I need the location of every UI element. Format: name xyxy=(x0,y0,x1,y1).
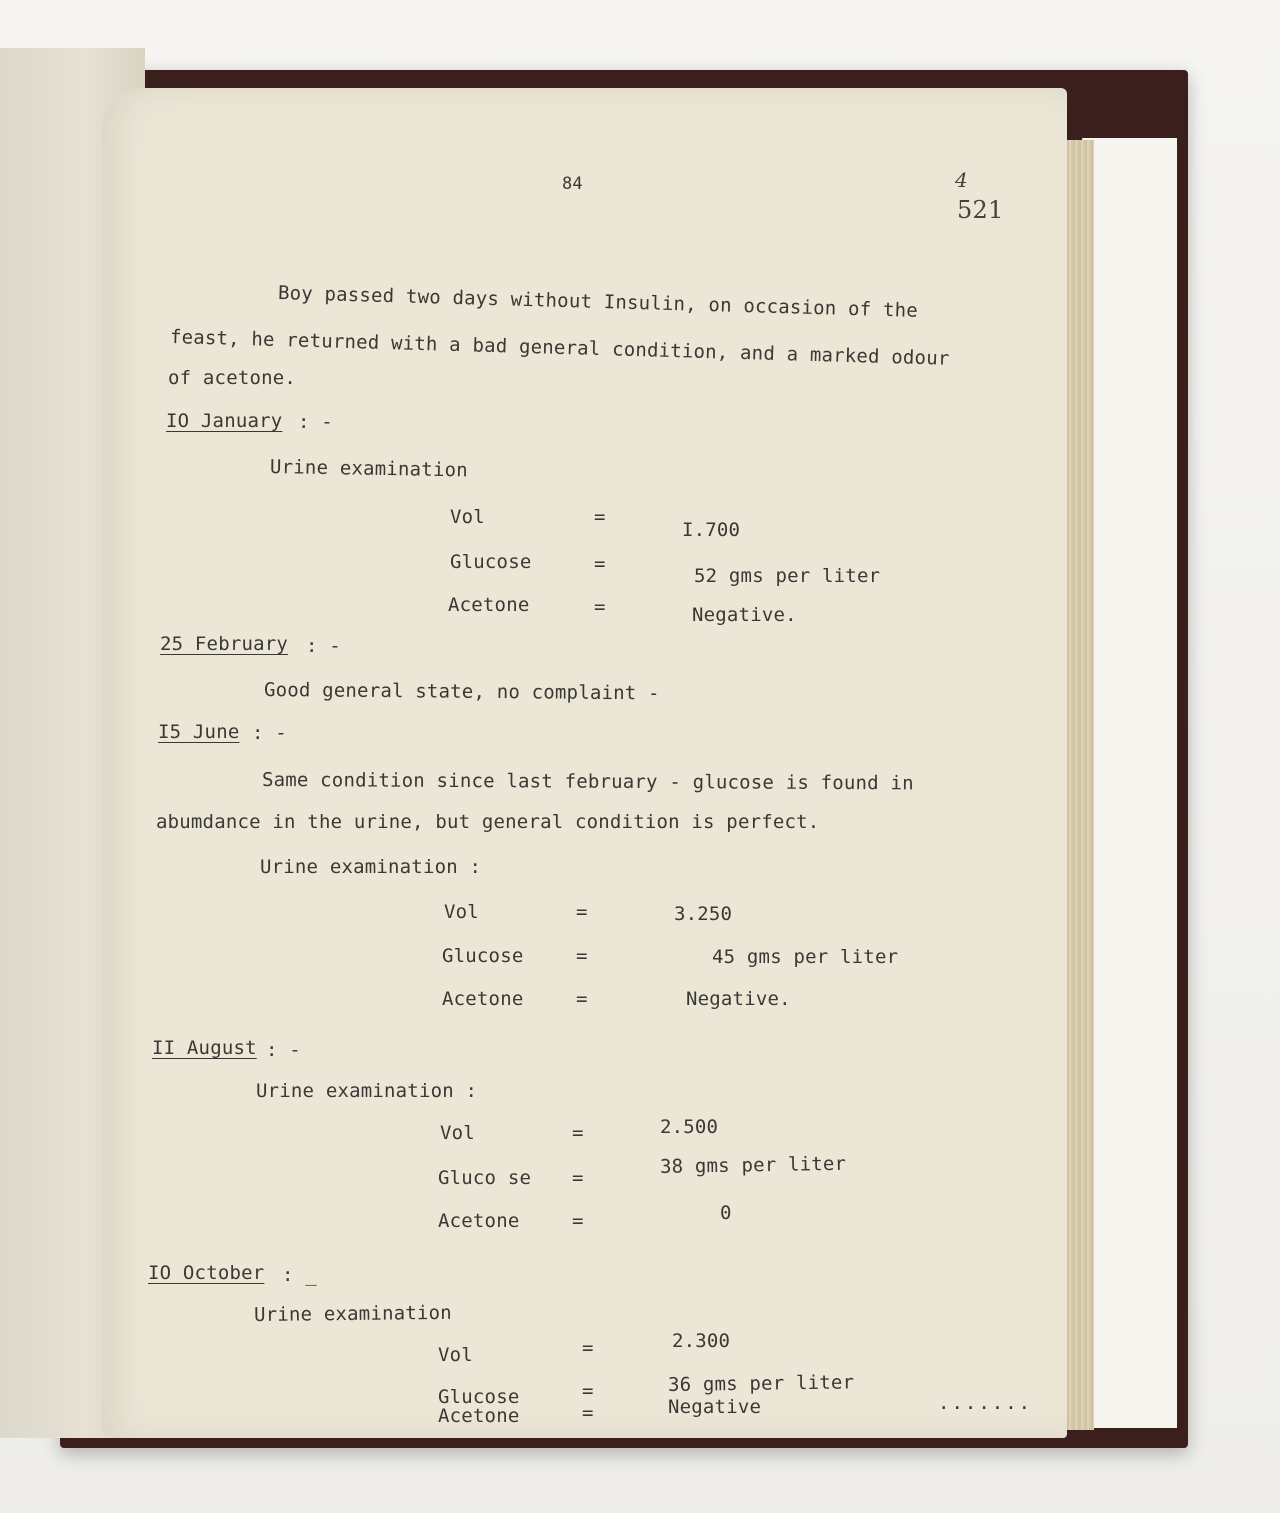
row-value: 36 gms per liter xyxy=(667,1371,855,1396)
row-value: 3.250 xyxy=(674,903,733,925)
document-page xyxy=(102,88,1067,1438)
intro-line-2: feast, he returned with a bad general condition, and a marked odour xyxy=(169,326,950,370)
row-equals: = xyxy=(582,1380,594,1402)
entry-heading-4: Urine examination : xyxy=(256,1080,478,1102)
row-label: Glucose xyxy=(438,1386,520,1408)
page-number: 84 xyxy=(562,174,583,194)
entry-sep-2: : - xyxy=(306,635,341,657)
row-equals: = xyxy=(572,1122,584,1144)
entry-heading-3: Urine examination : xyxy=(260,856,482,878)
row-equals: = xyxy=(572,1210,584,1232)
row-value: 52 gms per liter xyxy=(694,565,881,587)
row-label: Vol xyxy=(444,901,479,923)
intro-line-1: Boy passed two days without Insulin, on occasion of the xyxy=(277,282,919,322)
entry-date-5: IO October xyxy=(148,1262,265,1284)
row-equals: = xyxy=(576,988,588,1010)
row-label: Acetone xyxy=(438,1210,520,1232)
entry-line-3a: Same condition since last february - glucose is found in xyxy=(261,769,914,795)
inserted-sheet xyxy=(1082,138,1177,1428)
row-label: Gluco se xyxy=(438,1167,532,1189)
continuation-dots: ....... xyxy=(938,1392,1033,1414)
entry-date-4: II August xyxy=(152,1037,257,1059)
row-label: Acetone xyxy=(448,594,530,616)
row-label: Vol xyxy=(438,1344,473,1366)
row-equals: = xyxy=(594,553,606,575)
entry-date-3: I5 June xyxy=(158,721,240,743)
row-label: Acetone xyxy=(442,988,524,1010)
entry-date-2: 25 February xyxy=(160,633,289,655)
entry-sep-1: : - xyxy=(298,411,333,433)
entry-heading-1: Urine examination xyxy=(269,456,469,482)
folio-number-top: 4 xyxy=(955,168,968,192)
row-value: Negative xyxy=(668,1396,762,1418)
row-value: 2.500 xyxy=(660,1116,719,1138)
row-label: Acetone xyxy=(438,1405,520,1427)
row-equals: = xyxy=(572,1167,584,1189)
row-label: Glucose xyxy=(442,945,524,967)
entry-text-2: Good general state, no complaint - xyxy=(263,679,660,705)
entry-sep-5: : _ xyxy=(282,1264,317,1286)
row-value: I.700 xyxy=(682,519,741,541)
row-equals: = xyxy=(582,1402,594,1424)
folio-number: 521 xyxy=(957,196,1004,224)
row-equals: = xyxy=(576,945,588,967)
row-equals: = xyxy=(576,901,588,923)
row-value: 0 xyxy=(720,1202,732,1224)
row-equals: = xyxy=(582,1337,594,1359)
row-value: 38 gms per liter xyxy=(659,1152,847,1178)
row-value: Negative. xyxy=(686,988,791,1010)
entry-heading-5: Urine examination xyxy=(253,1301,452,1326)
row-equals: = xyxy=(594,596,606,618)
entry-line-3b: abumdance in the urine, but general condition is perfect. xyxy=(156,811,820,833)
entry-sep-4: : - xyxy=(266,1039,301,1061)
row-value: 45 gms per liter xyxy=(712,946,899,968)
row-value: Negative. xyxy=(692,604,797,626)
row-label: Glucose xyxy=(450,551,532,573)
entry-sep-3: : - xyxy=(252,722,287,744)
intro-line-3: of acetone. xyxy=(168,367,297,389)
row-value: 2.300 xyxy=(672,1330,731,1352)
entry-date-1: IO January xyxy=(166,410,283,432)
row-equals: = xyxy=(594,506,606,528)
row-label: Vol xyxy=(440,1122,475,1144)
row-label: Vol xyxy=(450,506,485,528)
